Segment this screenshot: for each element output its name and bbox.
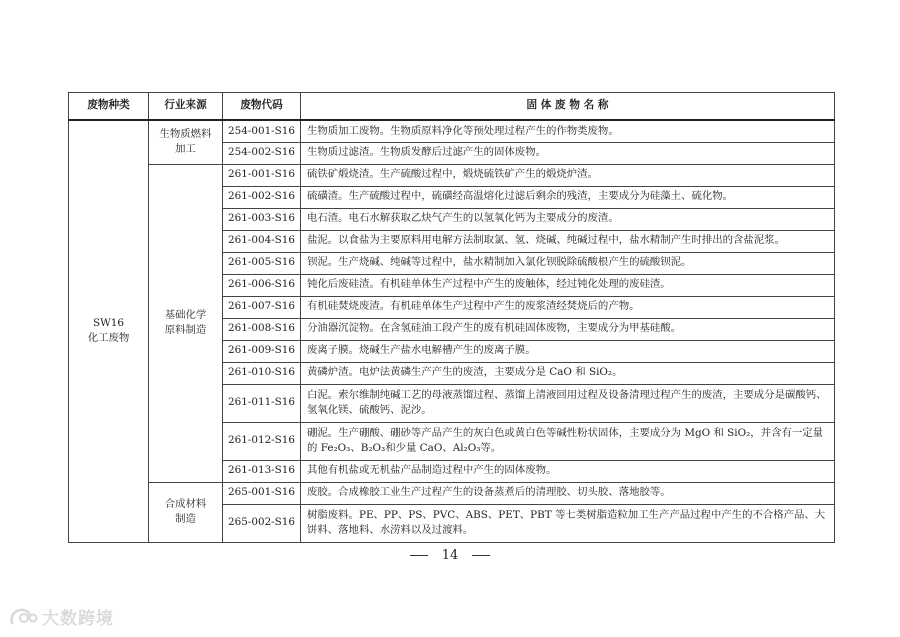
waste-code-cell: 261-002-S16 <box>223 186 301 208</box>
waste-name-cell: 硫铁矿煅烧渣。生产硫酸过程中，煅烧硫铁矿产生的煅烧炉渣。 <box>301 164 835 186</box>
watermark-logo-icon <box>8 606 38 628</box>
waste-category-cell: SW16 化工废物 <box>69 120 149 542</box>
table-header-row <box>69 93 835 121</box>
waste-code-cell: 261-001-S16 <box>223 164 301 186</box>
waste-code-cell: 261-009-S16 <box>223 340 301 362</box>
waste-code-cell: 254-002-S16 <box>223 142 301 164</box>
waste-code-cell: 261-013-S16 <box>223 460 301 482</box>
waste-name-cell: 分油器沉淀物。在含氢硅油工段产生的废有机硅固体废物，主要成分为甲基硅酸。 <box>301 318 835 340</box>
industry-source-cell: 合成材料 制造 <box>149 482 223 542</box>
page-number-text: 14 <box>441 548 459 563</box>
waste-name-cell: 硼泥。生产硼酸、硼砂等产品产生的灰白色或黄白色等碱性粉状固体，主要成分为 MgO 和 SiO₂，并含有一定量的 Fe₂O₃、B₂O₃和少量 CaO、Al₂O₃等。 <box>301 422 835 460</box>
waste-code-cell: 261-004-S16 <box>223 230 301 252</box>
watermark-text: 大数跨境 <box>42 609 114 629</box>
waste-name-cell: 废胶。合成橡胶工业生产过程产生的设备蒸煮后的清理胶、切头胶、落地胶等。 <box>301 482 835 504</box>
header-industry-source: 行业来源 <box>149 93 223 121</box>
header-waste-type: 废物种类 <box>69 93 149 121</box>
industry-source-cell: 生物质燃料 加工 <box>149 120 223 164</box>
waste-name-cell: 生物质加工废物。生物质原料净化等预处理过程产生的作物类废物。 <box>301 120 835 142</box>
table-row <box>69 482 835 504</box>
watermark <box>8 604 114 629</box>
waste-name-cell: 生物质过滤渣。生物质发酵后过滤产生的固体废物。 <box>301 142 835 164</box>
waste-code-cell: 261-008-S16 <box>223 318 301 340</box>
table-row <box>69 164 835 186</box>
waste-code-cell: 261-010-S16 <box>223 362 301 384</box>
waste-code-cell: 261-011-S16 <box>223 384 301 422</box>
waste-code-cell: 261-012-S16 <box>223 422 301 460</box>
waste-name-cell: 硫磺渣。生产硫酸过程中，硫磺经高温熔化过滤后剩余的残渣，主要成分为硅藻土、硫化物。 <box>301 186 835 208</box>
waste-code-cell: 254-001-S16 <box>223 120 301 142</box>
waste-name-cell: 废离子膜。烧碱生产盐水电解槽产生的废离子膜。 <box>301 340 835 362</box>
header-waste-name: 固 体 废 物 名 称 <box>301 93 835 121</box>
waste-code-cell: 261-006-S16 <box>223 274 301 296</box>
waste-code-cell: 265-002-S16 <box>223 504 301 542</box>
page-number-dash-right <box>472 555 490 556</box>
waste-name-cell: 有机硅焚烧废渣。有机硅单体生产过程中产生的废浆渣经焚烧后的产物。 <box>301 296 835 318</box>
waste-name-cell: 白泥。索尔维制纯碱工艺的母液蒸馏过程、蒸馏上清液回用过程及设备清理过程产生的废渣，主要成分是碳酸钙、氢氧化镁、硫酸钙、泥沙。 <box>301 384 835 422</box>
waste-code-cell: 261-007-S16 <box>223 296 301 318</box>
waste-code-cell: 265-001-S16 <box>223 482 301 504</box>
page-number-dash-left <box>410 555 428 556</box>
waste-name-cell: 钡泥。生产烧碱、纯碱等过程中，盐水精制加入氯化钡脱除硫酸根产生的硫酸钡泥。 <box>301 252 835 274</box>
waste-name-cell: 树脂废料。PE、PP、PS、PVC、ABS、PET、PBT 等七类树脂造粒加工生产产品过程中产生的不合格产品、大饼料、落地料、水涝料以及过渡料。 <box>301 504 835 542</box>
waste-code-cell: 261-003-S16 <box>223 208 301 230</box>
solid-waste-table <box>68 92 835 543</box>
waste-name-cell: 电石渣。电石水解获取乙炔气产生的以氢氧化钙为主要成分的废渣。 <box>301 208 835 230</box>
industry-source-cell: 基础化学 原料制造 <box>149 164 223 482</box>
waste-name-cell: 盐泥。以食盐为主要原料用电解方法制取氯、氢、烧碱、纯碱过程中，盐水精制产生时排出的含盐泥浆。 <box>301 230 835 252</box>
waste-name-cell: 黄磷炉渣。电炉法黄磷生产产生的废渣，主要成分是 CaO 和 SiO₂。 <box>301 362 835 384</box>
waste-name-cell: 钝化后废硅渣。有机硅单体生产过程中产生的废触体，经过钝化处理的废硅渣。 <box>301 274 835 296</box>
page-number <box>0 548 900 563</box>
table-row <box>69 120 835 142</box>
waste-code-cell: 261-005-S16 <box>223 252 301 274</box>
waste-name-cell: 其他有机盐或无机盐产品制造过程中产生的固体废物。 <box>301 460 835 482</box>
header-waste-code: 废物代码 <box>223 93 301 121</box>
